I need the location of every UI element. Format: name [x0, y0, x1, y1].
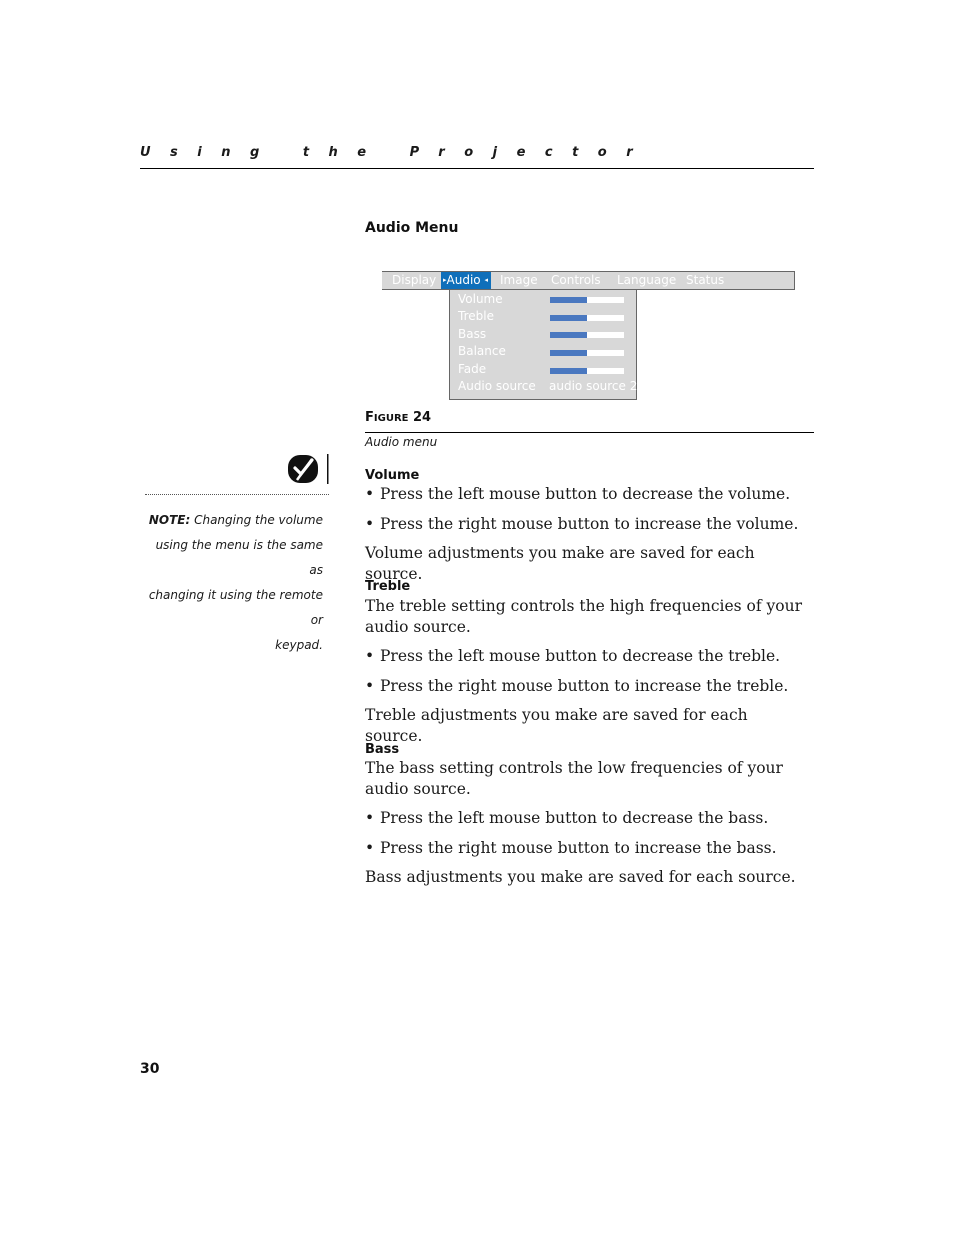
bullet-icon: • — [365, 485, 375, 503]
figure-rule — [365, 432, 814, 433]
menu-item-treble[interactable] — [458, 308, 494, 325]
volume-slider[interactable] — [550, 297, 624, 303]
volume-heading: Volume — [365, 468, 420, 483]
tab-language[interactable]: Language — [617, 273, 677, 287]
menu-item-audio-source[interactable] — [458, 378, 536, 395]
bullet-icon: • — [365, 677, 375, 695]
note-line-3: changing it using the remote or — [148, 588, 323, 627]
bass-heading: Bass — [365, 742, 400, 757]
bullet-icon: • — [365, 515, 375, 533]
note-divider — [145, 494, 329, 495]
menu-item-label: Volume — [458, 292, 503, 306]
header-rule — [140, 168, 814, 169]
selected-arrow-right-icon: ◂ — [484, 276, 488, 284]
figure-caption: Audio menu — [365, 435, 438, 449]
figure-label — [365, 410, 431, 425]
tab-image[interactable]: Image — [500, 273, 538, 287]
note-label: NOTE: — [148, 513, 191, 527]
list-item — [365, 514, 798, 535]
audio-source-value[interactable]: audio source 2 — [549, 379, 638, 393]
treble-heading: Treble — [365, 579, 411, 594]
note-line-2: using the menu is the same as — [155, 538, 323, 577]
osd-audio-panel — [449, 290, 637, 400]
section-title: Audio Menu — [365, 220, 459, 236]
figure-label-prefix: F — [365, 410, 374, 425]
running-header: Using the Projector — [140, 145, 653, 160]
bullet-icon: • — [365, 647, 375, 665]
treble-footer: Treble adjustments you make are saved for each source. — [365, 706, 748, 745]
fade-slider[interactable] — [550, 368, 624, 374]
volume-footer: Volume adjustments you make are saved for each source. — [365, 544, 755, 583]
menu-item-label: Treble — [458, 309, 494, 323]
tab-controls[interactable]: Controls — [551, 273, 601, 287]
menu-item-balance[interactable] — [458, 343, 506, 360]
note-line-4: keypad. — [275, 638, 323, 652]
bullet-icon: • — [365, 809, 375, 827]
menu-item-label: Audio source — [458, 379, 536, 393]
bass-intro: The bass setting controls the low frequencies of your audio source. — [365, 759, 783, 798]
page-number: 30 — [140, 1061, 160, 1077]
menu-item-bass[interactable] — [458, 326, 486, 343]
note-line-1 — [140, 508, 323, 533]
osd-menu-bar — [382, 271, 795, 290]
menu-item-label: Fade — [458, 362, 487, 376]
list-item-text: Press the left mouse button to decrease the volume. — [380, 485, 791, 503]
menu-item-label: Balance — [458, 344, 506, 358]
note-text-1: Changing the volume — [194, 513, 323, 527]
list-item-text: Press the left mouse button to decrease the bass. — [380, 809, 769, 827]
bullet-icon: • — [365, 839, 375, 857]
note-check-icon — [288, 454, 330, 484]
list-item — [365, 838, 777, 859]
bass-footer: Bass adjustments you make are saved for each source. — [365, 868, 796, 886]
list-item-text: Press the right mouse button to increase the volume. — [380, 515, 799, 533]
list-item — [365, 676, 788, 697]
tab-status[interactable]: Status — [686, 273, 725, 287]
balance-slider[interactable] — [550, 350, 624, 356]
bass-slider[interactable] — [550, 332, 624, 338]
tab-audio-label: Audio — [446, 273, 481, 287]
menu-item-label: Bass — [458, 327, 487, 341]
list-item — [365, 484, 790, 505]
list-item — [365, 808, 768, 829]
list-item — [365, 646, 780, 667]
menu-item-fade[interactable] — [458, 361, 486, 378]
treble-slider[interactable] — [550, 315, 624, 321]
selected-arrow-left-icon: ▸ — [443, 276, 447, 284]
treble-intro: The treble setting controls the high frequencies of your audio source. — [365, 597, 803, 636]
list-item-text: Press the right mouse button to increase the treble. — [380, 677, 789, 695]
list-item-text: Press the left mouse button to decrease the treble. — [380, 647, 781, 665]
figure-number: 24 — [413, 410, 432, 425]
tab-display[interactable]: Display — [392, 273, 437, 287]
menu-item-volume[interactable] — [458, 291, 503, 308]
list-item-text: Press the right mouse button to increase the bass. — [380, 839, 777, 857]
tab-audio[interactable] — [441, 272, 491, 289]
margin-note — [140, 508, 323, 658]
figure-label-rest: IGURE — [373, 413, 409, 424]
